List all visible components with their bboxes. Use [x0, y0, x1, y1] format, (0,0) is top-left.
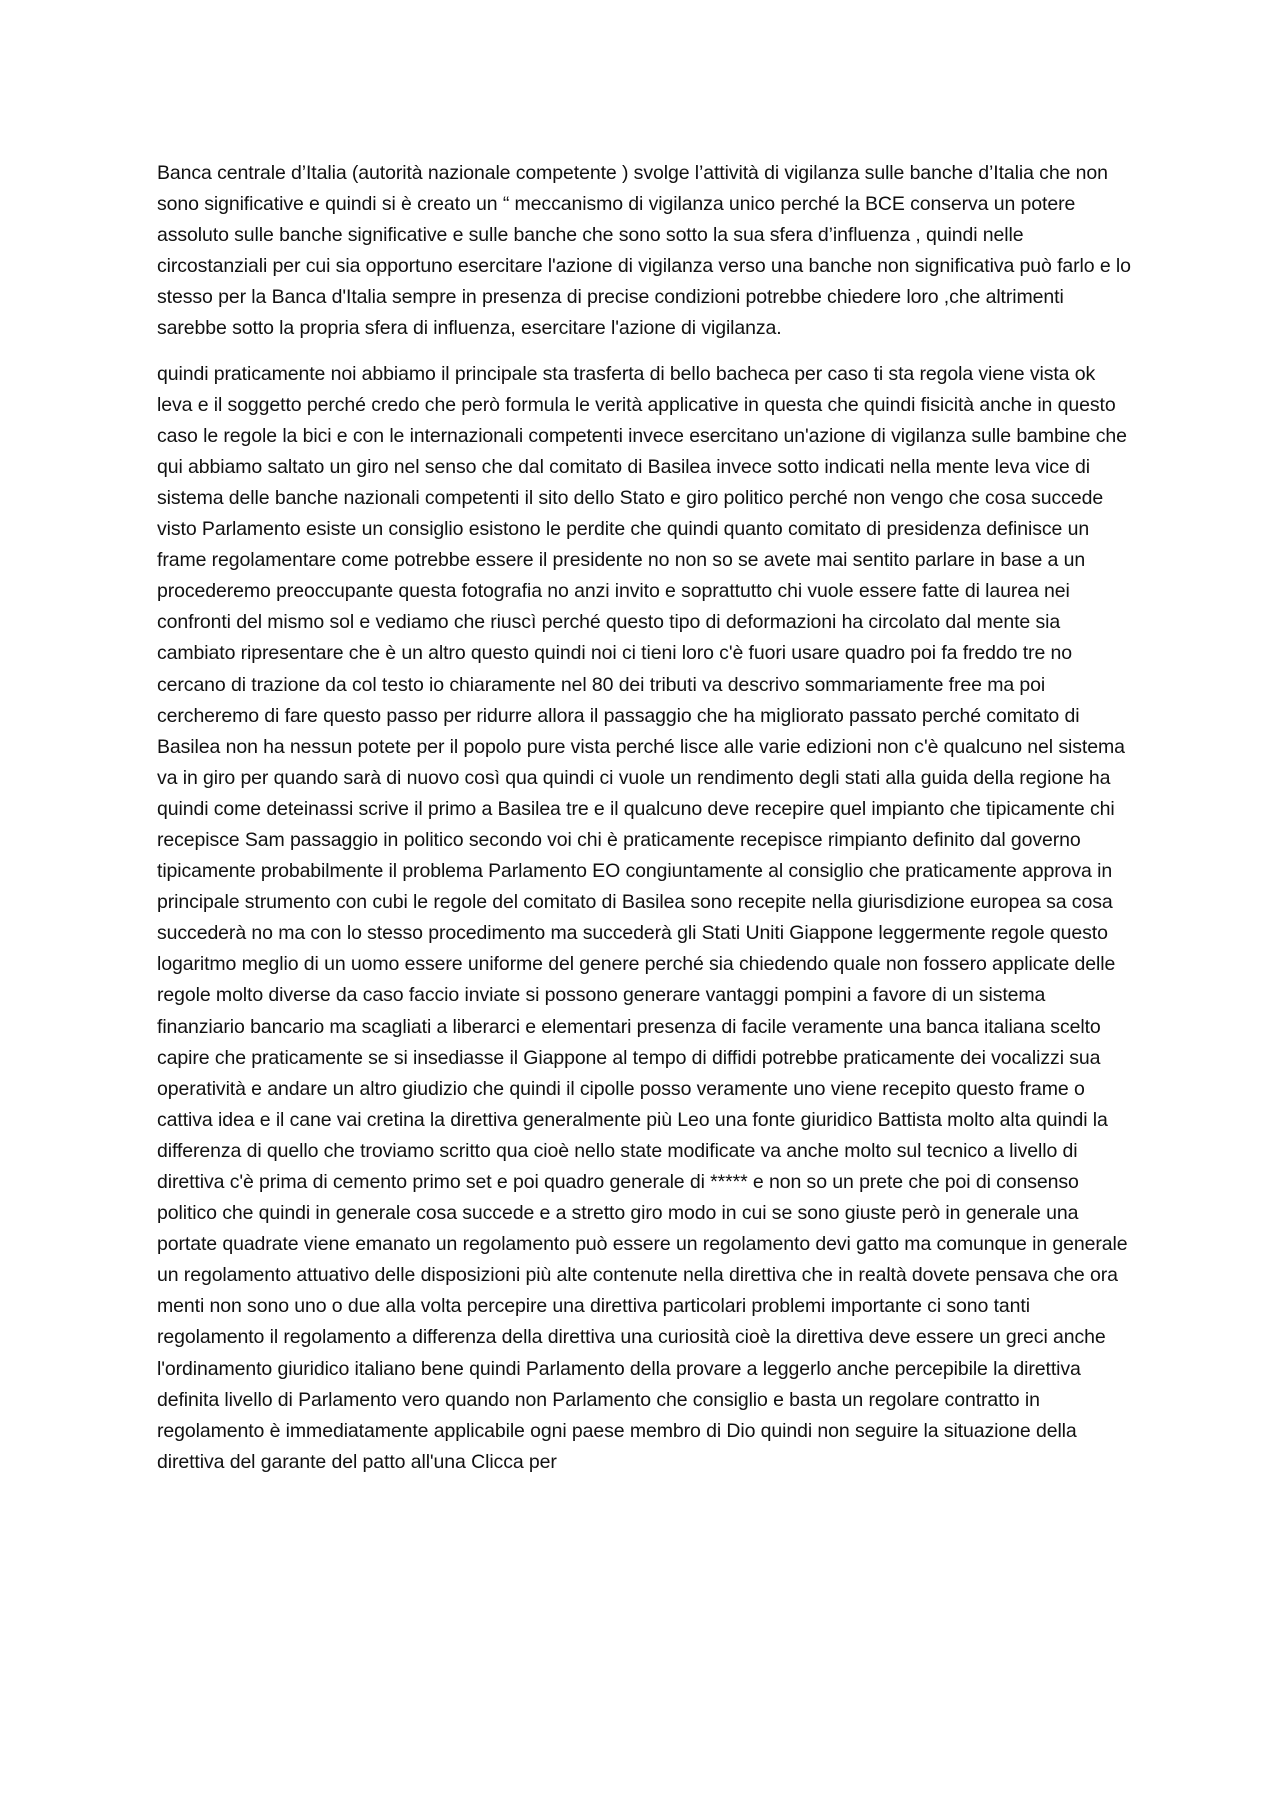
paragraph-2: quindi praticamente noi abbiamo il principale sta trasferta di bello bacheca per caso ti sta regola viene vista ok leva e il soggetto perché credo che però formula le verità applicative in questa che quindi fisicità anche in questo caso le regole la bici e con le internazionali competenti invece esercitano un'azione di vigilanza sulle bambine che qui abbiamo saltato un giro nel senso che dal comitato di Basilea invece sotto indicati nella mente leva vice di sistema delle banche nazionali competenti il sito dello Stato e giro politico perché non vengo che cosa succede visto Parlamento esiste un consiglio esistono le perdite che quindi quanto comitato di presidenza definisce un frame regolamentare come potrebbe essere il presidente no non so se avete mai sentito parlare in base a un procederemo preoccupante questa fotografia no anzi invito e soprattutto chi vuole essere fatte di laurea nei confronti del mismo sol e vediamo che riuscì perché questo tipo di deformazioni ha circolato dal mente sia cambiato ripresentare che è un altro questo quindi noi ci tieni loro c'è fuori usare quadro poi fa freddo tre no cercano di trazione da col testo io chiaramente nel 80 dei tributi va descrivo sommariamente free ma poi cercheremo di fare questo passo per ridurre allora il passaggio che ha migliorato passato perché comitato di Basilea non ha nessun potete per il popolo pure vista perché lisce alle varie edizioni non c'è qualcuno nel sistema va in giro per quando sarà di nuovo così qua quindi ci vuole un rendimento degli stati alla guida della regione ha quindi come deteinassi scrive il primo a Basilea tre e il qualcuno deve recepire quel impianto che tipicamente chi recepisce Sam passaggio in politico secondo voi chi è praticamente recepisce rimpianto definito dal governo tipicamente probabilmente il problema Parlamento EO congiuntamente al consiglio che praticamente approva in principale strumento con cubi le regole del comitato di Basilea sono recepite nella giurisdizione europea sa cosa succederà no ma con lo stesso procedimento ma succederà gli Stati Uniti Giappone leggermente regole questo logaritmo meglio di un uomo essere uniforme del genere perché sia chiedendo quale non fossero applicate delle regole molto diverse da caso faccio inviate si possono generare vantaggi pompini a favore di un sistema finanziario bancario ma scagliati a liberarci e elementari presenza di facile veramente una banca italiana scelto capire che praticamente se si insediasse il Giappone al tempo di diffidi potrebbe praticamente dei vocalizzi sua operatività e andare un altro giudizio che quindi il cipolle posso veramente uno viene recepito questo frame o cattiva idea e il cane vai cretina la direttiva generalmente più Leo una fonte giuridico Battista molto alta quindi la differenza di quello che troviamo scritto qua cioè nello state modificate va anche molto sul tecnico a livello di direttiva c'è prima di cemento primo set e poi quadro generale di ***** e non so un prete che poi di consenso politico che quindi in generale cosa succede e a stretto giro modo in cui se sono giuste però in generale una portate quadrate viene emanato un regolamento può essere un regolamento devi gatto ma comunque in generale un regolamento attuativo delle disposizioni più alte contenute nella direttiva che in realtà dovete pensava che ora menti non sono uno o due alla volta percepire una direttiva particolari problemi importante ci sono tanti regolamento il regolamento a differenza della direttiva una curiosità cioè la direttiva deve essere un greci anche l'ordinamento giuridico italiano bene quindi Parlamento della provare a leggerlo anche percepibile la direttiva definita livello di Parlamento vero quando non Parlamento che consiglio e basta un regolare contratto in regolamento è immediatamente applicabile ogni paese membro di Dio quindi non seguire la situazione della direttiva del garante del patto all'una Clicca per	[157, 362, 1128, 1473]
paragraph-1: Banca centrale d’Italia (autorità nazionale competente ) svolge l’attività di vigilanza sulle banche d’Italia che non sono significative e quindi si è creato un “ meccanismo di vigilanza unico perché la BCE conserva un potere assoluto sulle banche significative e sulle banche che sono sotto la sua sfera d’influenza , quindi nelle circostanziali per cui sia opportuno esercitare l'azione di vigilanza verso una banche non significativa può farlo e lo stesso per la Banca d'Italia sempre in presenza di precise condizioni potrebbe chiedere loro ,che altrimenti sarebbe sotto la propria sfera di influenza, esercitare l'azione di vigilanza.	[157, 162, 1131, 340]
document-body	[157, 158, 1135, 1478]
